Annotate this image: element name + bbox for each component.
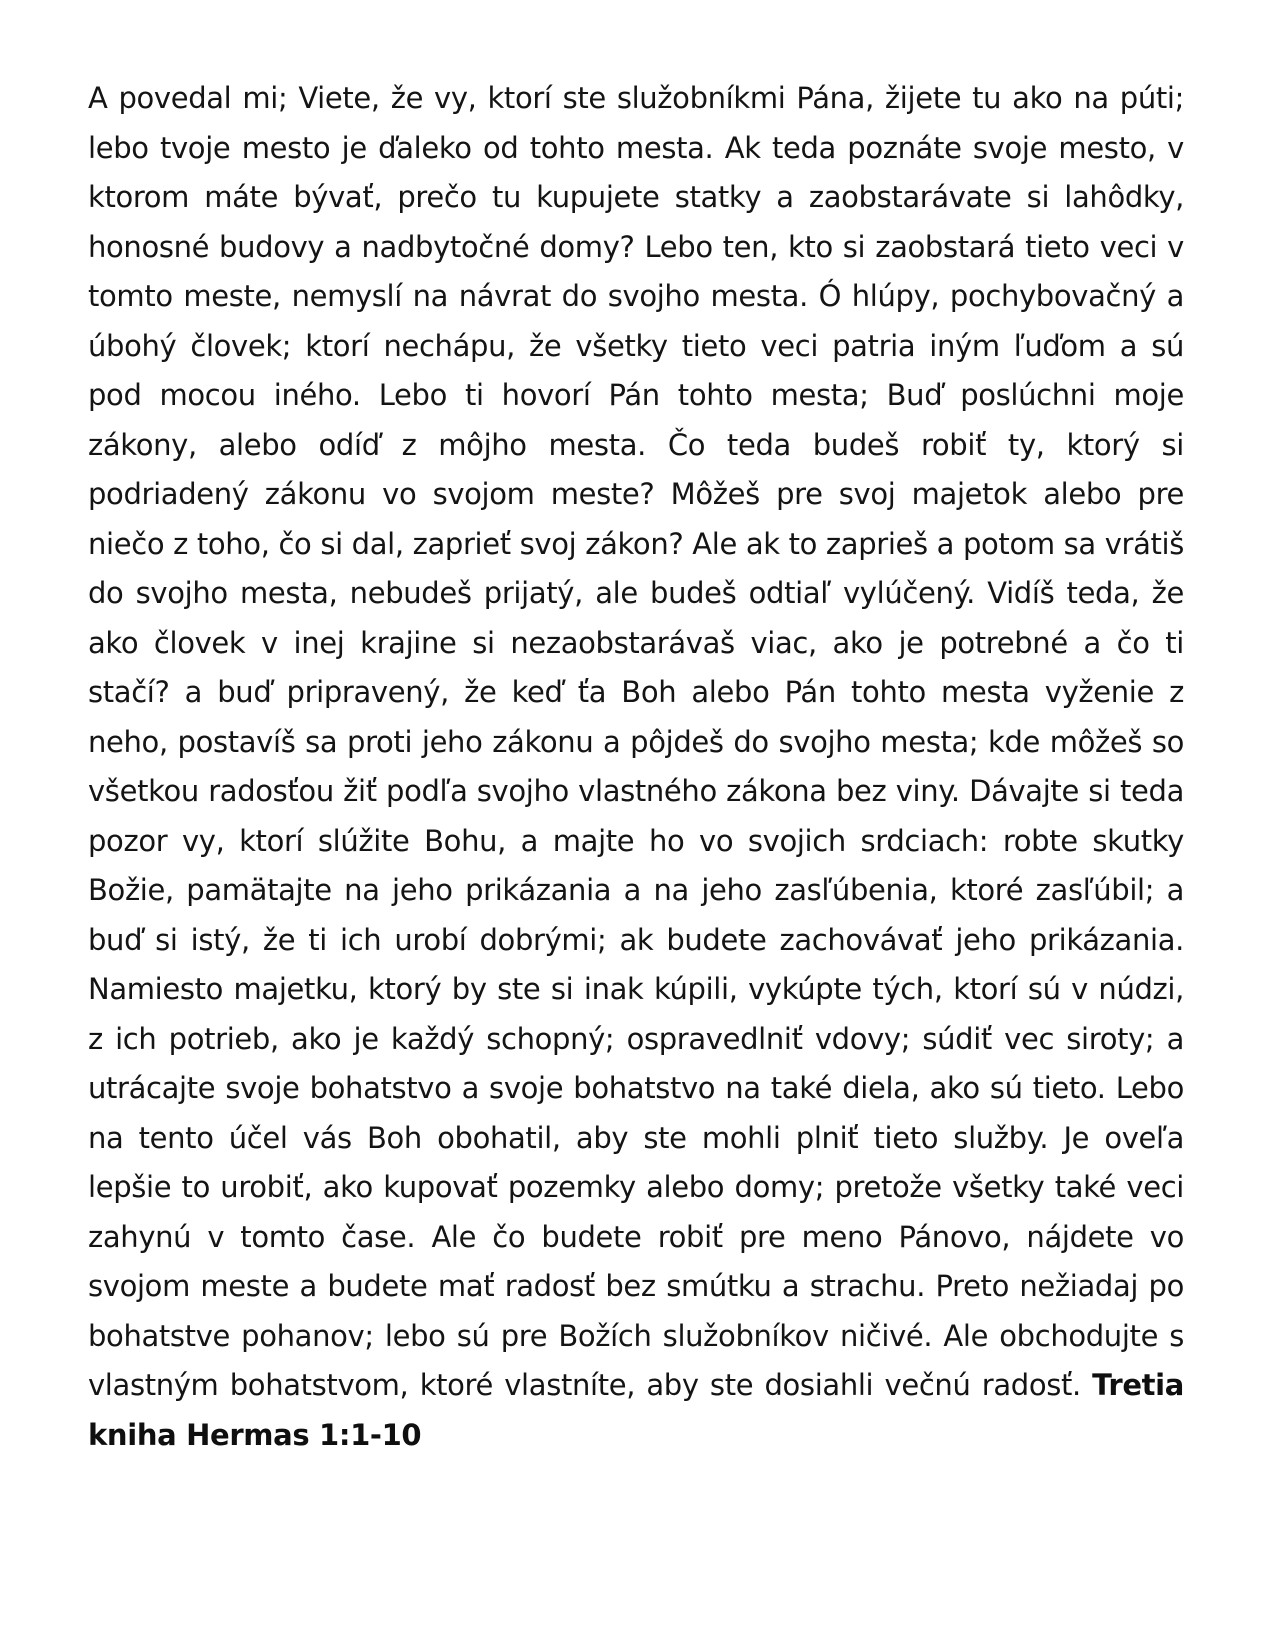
passage-citation: Tretia kniha Hermas 1:1-10: [88, 1368, 1184, 1452]
passage-body: A povedal mi; Viete, že vy, ktorí ste služobníkmi Pána, žijete tu ako na púti; lebo tvoje mesto je ďaleko od tohto mesta. Ak teda poznáte svoje mesto, v ktorom máte bývať, prečo tu kupujete statky a zaobstarávate si lahôdky, honosné budovy a nadbytočné domy? Lebo ten, kto si zaobstará tieto veci v tomto meste, nemyslí na návrat do svojho mesta. Ó hlúpy, pochybovačný a úbohý človek; ktorí nechápu, že všetky tieto veci patria iným ľuďom a sú pod mocou iného. Lebo ti hovorí Pán tohto mesta; Buď poslúchni moje zákony, alebo odíď z môjho mesta. Čo teda budeš robiť ty, ktorý si podriadený zákonu vo svojom meste? Môžeš pre svoj majetok alebo pre niečo z toho, čo si dal, zaprieť svoj zákon? Ale ak to zaprieš a potom sa vrátiš do svojho mesta, nebudeš prijatý, ale budeš odtiaľ vylúčený. Vidíš teda, že ako človek v inej krajine si nezaobstarávaš viac, ako je potrebné a čo ti stačí? a buď pripravený, že keď ťa Boh alebo Pán tohto mesta vyženie z neho, postavíš sa proti jeho zákonu a pôjdeš do svojho mesta; kde môžeš so všetkou radosťou žiť podľa svojho vlastného zákona bez viny. Dávajte si teda pozor vy, ktorí slúžite Bohu, a majte ho vo svojich srdciach: robte skutky Božie, pamätajte na jeho prikázania a na jeho zasľúbenia, ktoré zasľúbil; a buď si istý, že ti ich urobí dobrými; ak budete zachovávať jeho prikázania. Namiesto majetku, ktorý by ste si inak kúpili, vykúpte tých, ktorí sú v núdzi, z ich potrieb, ako je každý schopný; ospravedlniť vdovy; súdiť vec siroty; a utrácajte svoje bohatstvo a svoje bohatstvo na také diela, ako sú tieto. Lebo na tento účel vás Boh obohatil, aby ste mohli plniť tieto služby. Je oveľa lepšie to urobiť, ako kupovať pozemky alebo domy; pretože všetky také veci zahynú v tomto čase. Ale čo budete robiť pre meno Pánovo, nájdete vo svojom meste a budete mať radosť bez smútku a strachu. Preto nežiadaj po bohatstve pohanov; lebo sú pre Božích služobníkov ničivé. Ale obchodujte s vlastným bohatstvom, ktoré vlastníte, aby ste dosiahli večnú radosť.: [88, 81, 1184, 1402]
scripture-passage: [88, 74, 1184, 1460]
document-page: [88, 74, 1184, 1460]
